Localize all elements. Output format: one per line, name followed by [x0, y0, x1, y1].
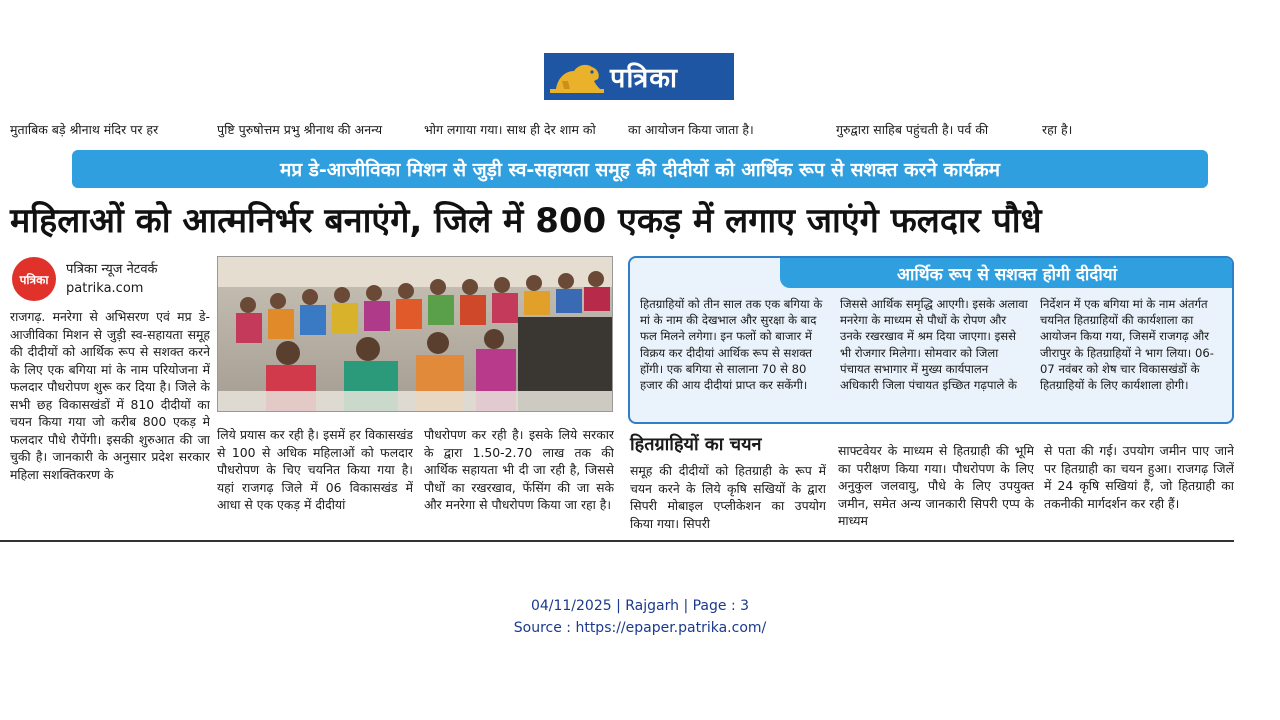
- info-box-title: आर्थिक रूप से सशक्त होगी दीदीयां: [780, 258, 1234, 288]
- article-text-col1: राजगढ़. मनरेगा से अभिसरण एवं मप्र डे-आजीविका मिशन से जुड़ी स्व-सहायता समूह की दीदीयों को आर्थिक रूप से सशक्त करने के लिए एक बगिया मां के नाम परियोजना में फलदार पौधरोपण शुरू कर दिया है। जिले के सभी छह विकासखंडों में 810 दीदीयों का चयन किया गया जो करीब 800 एकड़ मे फलदार पौधे रौपेंगी। इसकी शुरुआत की जा चुकी है। जानकारी के अनुसार प्रदेश सरकार महिला सशक्तिकरण के: [10, 309, 210, 482]
- article-column-6: [1044, 442, 1234, 538]
- article-text-col5: साफ्टवेयर के माध्यम से हितग्राही की भूमि का परीक्षण किया गया। पौधरोपण के लिए अनुकुल जलवायु, पौधे के लिए उपयुक्त जमीन, समेत अन्य जानकारी सिपरी एप्प के माध्यम: [838, 443, 1034, 528]
- lion-emblem-icon: [544, 53, 610, 100]
- footer-source-line: Source : https://epaper.patrika.com/: [513, 620, 767, 636]
- carryover-text-4: का आयोजन किया जाता है।: [628, 122, 754, 137]
- carryover-text-1: मुताबिक बड़े श्रीनाथ मंदिर पर हर: [10, 122, 159, 137]
- byline-agency: पत्रिका न्यूज नेटवर्क: [66, 262, 158, 277]
- carryover-text-2: पुष्टि पुरुषोत्तम प्रभु श्रीनाथ की अनन्य: [217, 122, 383, 137]
- article-column-2: [217, 426, 413, 538]
- article-text-col3: पौधरोपण कर रही है। इसके लिये सरकार के द्वारा 1.50-2.70 लाख तक की आर्थिक सहायता भी दी जा रही है, जिससे पौधों का रखरखाव, फेंसिंग की जा सके और मनरेगा से पौधरोपण किया जा रहा है।: [424, 427, 614, 512]
- article-column-3: [424, 426, 614, 538]
- article-column-5: [838, 442, 1034, 538]
- info-box-column-3: निर्देशन में एक बगिया मां के नाम अंतर्गत चयनित हितग्राहियों की कार्यशाला का आयोजन किया गया, जिसमें राजगढ़ और जीरापुर के हितग्राहियों ने भाग लिया। 06-07 नवंबर को शेष चार विकासखंडों के हितग्राहियों के लिए कार्यशाला होगी।: [1040, 297, 1214, 393]
- article-column-4: [630, 462, 826, 538]
- info-box-column-2: जिससे आर्थिक समृद्धि आएगी। इसके अलावा मनरेगा के माध्यम से पौधों के रोपण और उनके रखरखाव में श्रम दिया जाएगा। इससे भी रोजगार मिलेगा। सोमवार को जिला पंचायत सभागार में मुख्य कार्यपालन अधिकारी जिला पंचायत इच्छित गढ़पाले के: [840, 297, 1028, 393]
- workshop-photo-icon: [218, 257, 613, 412]
- carryover-text-5: गुरुद्वारा साहिब पहुंचती है। पर्व की: [836, 122, 989, 137]
- article-text-col2: लिये प्रयास कर रही है। इसमें हर विकासखंड से 100 से अधिक महिलाओं को फलदार पौधरोपण के चिए चयनित किया गया है। यहां राजगढ़ जिले में 06 विकासखंड में आधा से एक एकड़ में दीदीयां: [217, 427, 413, 512]
- patrika-badge-icon: पत्रिका: [12, 257, 56, 301]
- main-headline: महिलाओं को आत्मनिर्भर बनाएंगे, जिले में 800 एकड़ में लगाए जाएंगे फलदार पौधे: [10, 201, 1042, 241]
- byline-site: patrika.com: [66, 281, 144, 296]
- byline: [12, 256, 212, 302]
- article-text-col4: समूह की दीदीयों को हितग्राही के रूप में चयन करने के लिये कृषि सखियों के द्वारा सिपरी मोबाइल एप्लीकेशन का उपयोग किया गया। सिपरी: [630, 463, 826, 531]
- article-text-col6: से पता की गई। उपयोग जमीन पाए जाने पर हितग्राही का चयन हुआ। राजगढ़ जिलें में 24 कृषि सखियां हैं, जो हितग्राही का तकनीकी मार्गदर्शन कर रही हैं।: [1044, 443, 1234, 511]
- section-subheading: हितग्राहियों का चयन: [630, 434, 762, 455]
- news-photo: [217, 256, 613, 412]
- masthead-logo: [544, 53, 734, 100]
- carryover-text-6: रहा है।: [1042, 122, 1073, 137]
- footer-date-line: 04/11/2025 | Rajgarh | Page : 3: [530, 598, 750, 614]
- masthead-brand: पत्रिका: [610, 63, 678, 94]
- article-column-1: [10, 308, 210, 538]
- strap-banner: [72, 150, 1208, 188]
- carryover-text-3: भोग लगाया गया। साथ ही देर शाम को: [424, 122, 596, 137]
- strap-text: मप्र डे-आजीविका मिशन से जुड़ी स्व-सहायता समूह की दीदीयों को आर्थिक रूप से सशक्त करने कार्यक्रम: [279, 159, 1001, 181]
- info-box-column-1: हितग्राहियों को तीन साल तक एक बगिया के मां के नाम की देखभाल और सुरक्षा के बाद फल मिलने लगेगा। इन फलों को बाजार में विक्रय कर दीदीयां आर्थिक रूप से सशक्त होंगी। एक बगिया से सालाना 70 से 80 हजार की आय दीदीयां प्राप्त कर सकेंगी।: [640, 297, 823, 393]
- bottom-rule: [0, 540, 1234, 542]
- info-box: [628, 256, 1234, 424]
